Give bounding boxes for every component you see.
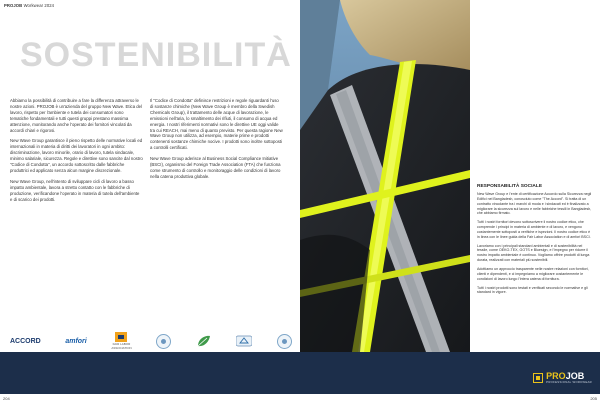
leaf-icon	[196, 334, 212, 348]
section-title: RESPONSABILITÀ SOCIALE	[477, 184, 543, 189]
hi-vis-workwear-image	[300, 0, 470, 352]
page-number: 205	[590, 396, 597, 401]
paragraph: New Wave Group garantisce il pieno rispetto delle normative locali ed internazionali in materia di diritti dei lavoratori in ogni ambito: discriminazione, lavoro minorile, orario di lavoro, tutela sindacale, minimo salariale, sicurezza. Regole e direttive sono sancite dal nostro "Codice di Condotta", un accordo sottoscritto dalle fabbriche produttrici ed applicato senza alcun margine discrezionale.	[10, 138, 143, 173]
seal-icon	[156, 334, 171, 349]
page-title: SOSTENIBILITÀ	[20, 36, 292, 74]
paragraph: New Wave Group e l'ente di certificazione Accordo sulla Sicurezza negli Edifici nel Bangladesh, conosciuto come "The Accord". Si tratta di un contratto vincolante tra i marchi di moda e i sindacati ed è finalizzato a migliorare la sicurezza sul lavoro e nelle fabbriche tessili in Bangladesh, che abbiamo firmato.	[477, 192, 592, 216]
globe-logo	[277, 334, 292, 349]
worker-photo	[300, 0, 470, 352]
fair-labor-logo: FAIR LABOR ASSOCIATION	[111, 332, 131, 350]
projob-mark-icon	[533, 373, 543, 383]
leaf-logo	[196, 334, 212, 348]
recycle-logo	[236, 334, 252, 348]
brand-tagline: PROFESSIONAL WORKWEAR	[546, 380, 592, 384]
paragraph: Lavoriamo con i principali standard ambientali e di sostenibilità nel tessile, come OEKO-TEX, GOTS e Bluesign, e l'impegno per ridurre il nostro impatto ambientale è continuo. Vogliamo offrire prodotti di lunga durata, realizzati con materiali più sostenibili.	[477, 243, 590, 263]
text-column-1	[10, 98, 143, 208]
recycle-icon	[236, 334, 252, 348]
brand-wordmark: PROJOB	[546, 371, 585, 381]
header-brand: PROJOB	[4, 3, 23, 8]
paragraph: Tutti i nostri fornitori devono sottoscrivere il nostro codice etico, che comprende i principi in materia di ambiente e di lavoro, e vengono costantemente sottoposti a verifiche e ispezioni. Il nostro codice etico è in linea con le linee guida della Fair Labor Association e di amfori BSCI.	[477, 220, 591, 239]
running-header	[4, 3, 54, 8]
paragraph: New Wave Group, nell'intento di sviluppare cicli di lavoro a basso impatto ambientale, lavora a stretto contatto con le fabbriche di produzione, verificandone l'operato in materia di tutela dell'ambiente e di scarico dei prodotti.	[10, 178, 140, 202]
amfori-logo: amfori	[65, 337, 87, 345]
paragraph: New Wave Group aderisce al Business Social Compliance Initiative (BSCI), organismo del Foreign Trade Association (FTA) che funziona come strumento di controllo e monitoraggio delle condizioni di lavoro nella catena produttiva globale.	[150, 156, 281, 179]
paragraph: Adottiamo un approccio trasparente nelle nostre relazioni con fornitori, clienti e dipendenti, e ci impegniamo a migliorare costantemente le condizioni di lavoro lungo l'intera catena di fornitura.	[477, 266, 589, 281]
bottom-band	[0, 352, 300, 394]
paragraph: Tutti i nostri prodotti sono testati e verificati secondo le normative e gli standard in vigore.	[477, 285, 588, 295]
fair-labor-icon	[115, 332, 127, 342]
bottom-band	[300, 352, 600, 394]
globe-icon	[277, 334, 292, 349]
seal-logo	[156, 334, 171, 349]
header-subtitle: Workwear 2024	[23, 3, 55, 8]
right-page	[300, 0, 600, 407]
section-body	[477, 192, 600, 295]
certification-logos	[10, 331, 292, 351]
accord-logo: ACCORD	[10, 337, 41, 345]
side-column	[477, 0, 600, 352]
projob-logo	[533, 372, 592, 384]
text-column-2	[150, 98, 283, 185]
page-number: 204	[3, 396, 10, 401]
paragraph: Abbiamo la possibilità di contribuire a fare la differenza attraverso le nostre azioni. PROJOB è un'azienda del gruppo New Wave. Etica del lavoro, rispetto per l'ambiente e tutela dei consumatori sono tematiche fondamentali e tutti questi gruppi prestano massima attenzione, monitorando anche l'operato dei fornitori vincolati da accordi chiari e rigorosi.	[10, 98, 143, 133]
paragraph: Il "Codice di Condotta" definisce restrizioni e regole riguardanti l'uso di sostanze chimiche (New Wave Group è membro della Swedish Chemicals Group), il trattamento delle acque di lavorazione, le emissioni nell'aria, lo smaltimento dei rifiuti, il consumo di acqua ed energia. I nostri riferimenti normativi sono le direttive UE oggi valide tra cui REACH, mai meno di quanto previsto. Per questa ragione New Wave Group non utilizza, ad esempio, materie prime e prodotti contenenti sostanze chimiche nocive. I prodotti sono inoltre sottoposti a controlli certificati.	[150, 98, 283, 151]
